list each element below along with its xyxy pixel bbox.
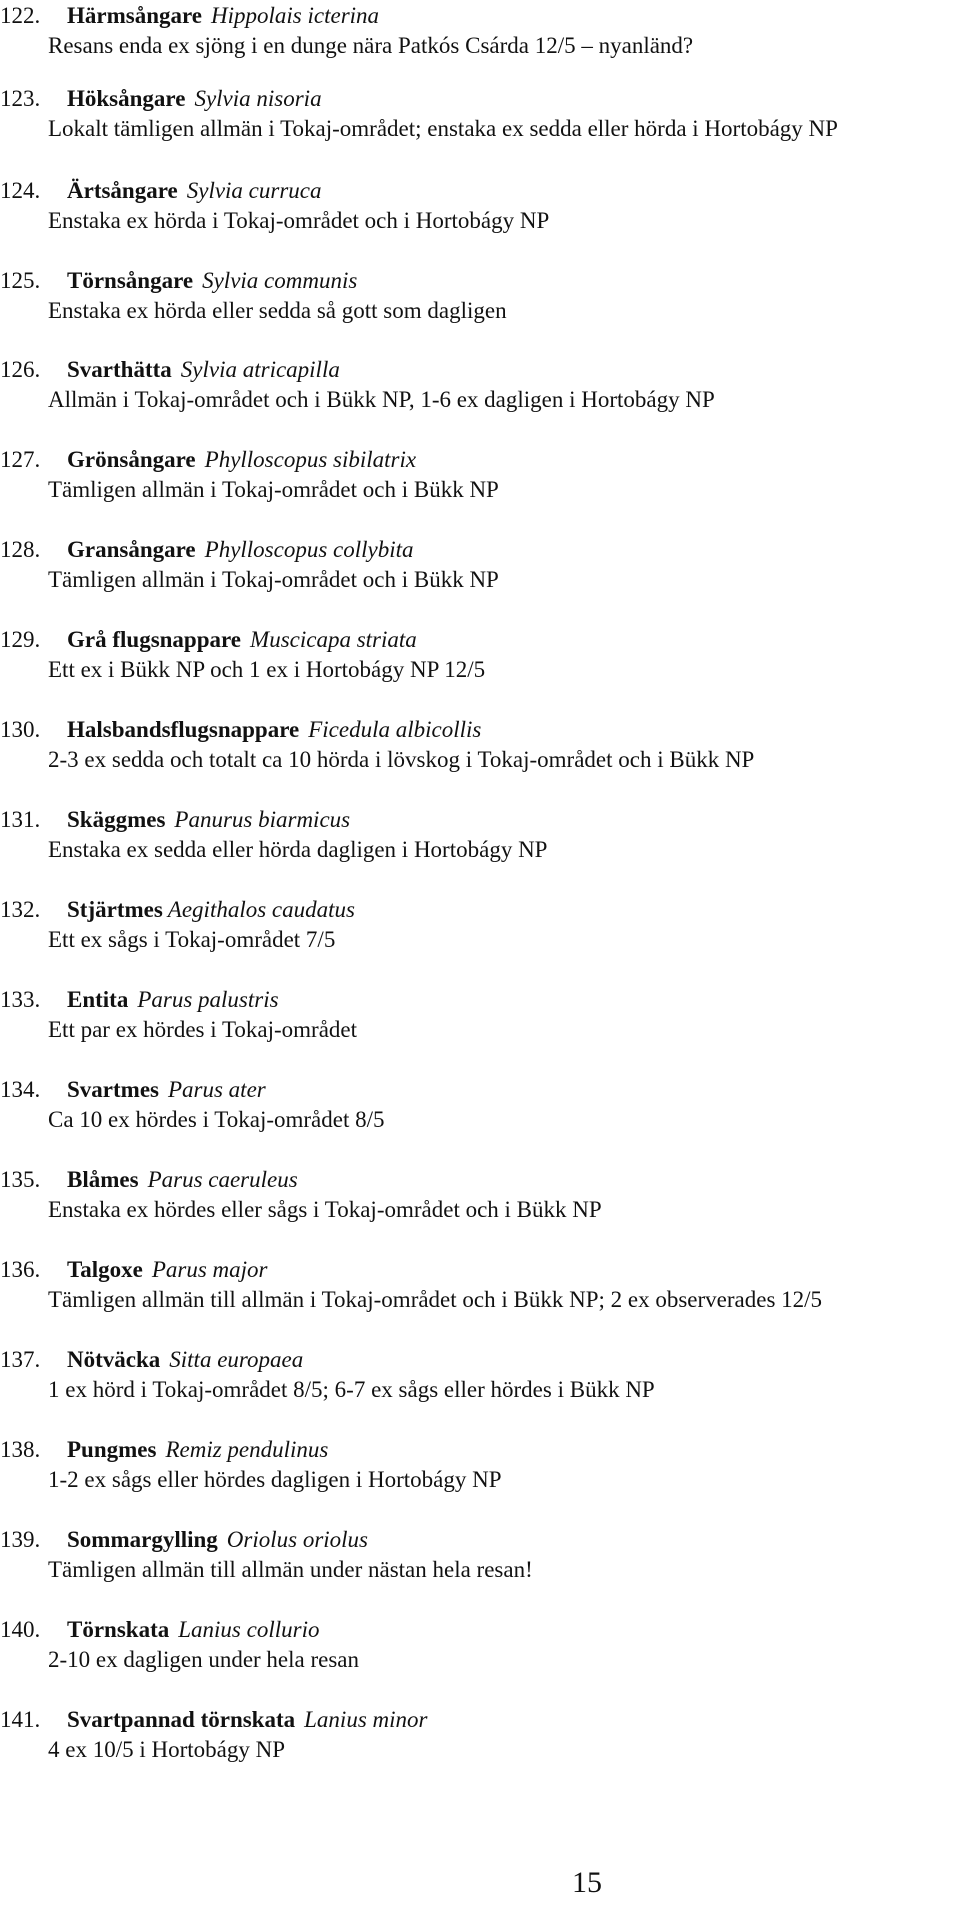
scientific-name: Phylloscopus sibilatrix — [204, 447, 417, 472]
species-name: Pungmes — [67, 1437, 157, 1462]
species-number: 124. — [0, 178, 41, 203]
species-number: 126. — [0, 357, 41, 382]
species-name: Grönsångare — [67, 447, 196, 472]
scientific-name: Oriolus oriolus — [226, 1527, 369, 1552]
species-number: 136. — [0, 1257, 41, 1282]
species-heading — [0, 356, 340, 384]
species-heading — [0, 626, 417, 654]
species-description: Allmän i Tokaj-området och i Bükk NP, 1-6 ex dagligen i Hortobágy NP — [48, 387, 715, 412]
species-number: 132. — [0, 897, 41, 922]
species-number: 130. — [0, 717, 41, 742]
species-name: Svartmes — [67, 1077, 159, 1102]
scientific-name: Ficedula albicollis — [308, 717, 482, 742]
species-description: Tämligen allmän till allmän under nästan hela resan! — [48, 1557, 533, 1582]
species-name: Törnsångare — [67, 268, 194, 293]
species-name: Entita — [67, 987, 129, 1012]
scientific-name: Parus ater — [167, 1077, 266, 1102]
scientific-name: Sylvia curruca — [186, 178, 322, 203]
scientific-name: Sitta europaea — [169, 1347, 304, 1372]
species-description: Enstaka ex hörda i Tokaj-området och i Hortobágy NP — [48, 208, 550, 233]
scientific-name: Muscicapa striata — [250, 627, 417, 652]
species-description: Enstaka ex hördes eller sågs i Tokaj-området och i Bükk NP — [48, 1197, 602, 1222]
species-heading — [0, 1436, 328, 1464]
species-description: Tämligen allmän i Tokaj-området och i Bükk NP — [48, 477, 499, 502]
species-number: 134. — [0, 1077, 41, 1102]
species-name: Höksångare — [67, 86, 186, 111]
scientific-name: Sylvia atricapilla — [180, 357, 340, 382]
species-name: Grå flugsnappare — [67, 627, 242, 652]
species-name: Gransångare — [67, 537, 196, 562]
species-description: Ett par ex hördes i Tokaj-området — [48, 1017, 358, 1042]
species-heading — [0, 1706, 427, 1734]
scientific-name: Parus major — [151, 1257, 268, 1282]
species-heading — [0, 536, 414, 564]
species-heading — [0, 716, 481, 744]
species-number: 123. — [0, 86, 41, 111]
species-number: 122. — [0, 3, 41, 28]
species-name: Svartpannad törnskata — [67, 1707, 296, 1732]
species-heading — [0, 1526, 368, 1554]
species-name: Blåmes — [67, 1167, 139, 1192]
scientific-name: Parus caeruleus — [147, 1167, 298, 1192]
species-name: Halsbandsflugsnappare — [67, 717, 300, 742]
species-heading — [0, 2, 379, 30]
species-description: Ca 10 ex hördes i Tokaj-området 8/5 — [48, 1107, 385, 1132]
species-number: 139. — [0, 1527, 41, 1552]
species-number: 131. — [0, 807, 41, 832]
species-number: 135. — [0, 1167, 41, 1192]
species-heading — [0, 267, 357, 295]
scientific-name: Hippolais icterina — [211, 3, 380, 28]
species-description: Lokalt tämligen allmän i Tokaj-området; enstaka ex sedda eller hörda i Hortobágy NP — [48, 116, 838, 141]
species-number: 140. — [0, 1617, 41, 1642]
species-description: 1-2 ex sågs eller hördes dagligen i Hortobágy NP — [48, 1467, 502, 1492]
scientific-name: Lanius minor — [304, 1707, 428, 1732]
species-name: Härmsångare — [67, 3, 203, 28]
species-name: Skäggmes — [67, 807, 166, 832]
species-description: Tämligen allmän i Tokaj-området och i Bükk NP — [48, 567, 499, 592]
species-name: Stjärtmes — [67, 897, 163, 922]
scientific-name: Parus palustris — [137, 987, 279, 1012]
species-heading — [0, 85, 322, 113]
species-name: Törnskata — [67, 1617, 170, 1642]
species-heading — [0, 806, 350, 834]
species-number: 133. — [0, 987, 41, 1012]
scientific-name: Panurus biarmicus — [174, 807, 351, 832]
species-number: 138. — [0, 1437, 41, 1462]
scientific-name: Sylvia communis — [202, 268, 358, 293]
species-description: Enstaka ex sedda eller hörda dagligen i Hortobágy NP — [48, 837, 548, 862]
species-number: 127. — [0, 447, 41, 472]
species-number: 141. — [0, 1707, 41, 1732]
species-description: Tämligen allmän till allmän i Tokaj-området och i Bükk NP; 2 ex observerades 12/5 — [48, 1287, 823, 1312]
species-description: 2-10 ex dagligen under hela resan — [48, 1647, 360, 1672]
species-description: 2-3 ex sedda och totalt ca 10 hörda i lövskog i Tokaj-området och i Bükk NP — [48, 747, 755, 772]
species-number: 125. — [0, 268, 41, 293]
page-number: 15 — [572, 1866, 602, 1899]
species-number: 129. — [0, 627, 41, 652]
species-heading — [0, 896, 355, 924]
species-name: Svarthätta — [67, 357, 172, 382]
species-heading — [0, 986, 279, 1014]
species-heading — [0, 1076, 266, 1104]
species-name: Talgoxe — [67, 1257, 143, 1282]
scientific-name: Aegithalos caudatus — [167, 897, 355, 922]
species-description: Ett ex i Bükk NP och 1 ex i Hortobágy NP 12/5 — [48, 657, 486, 682]
species-number: 128. — [0, 537, 41, 562]
scientific-name: Sylvia nisoria — [194, 86, 322, 111]
species-heading — [0, 1256, 267, 1284]
species-description: Enstaka ex hörda eller sedda så gott som dagligen — [48, 298, 507, 323]
species-description: Resans enda ex sjöng i en dunge nära Patkós Csárda 12/5 – nyanländ? — [48, 33, 694, 58]
species-heading — [0, 1616, 319, 1644]
species-description: 1 ex hörd i Tokaj-området 8/5; 6-7 ex sågs eller hördes i Bükk NP — [48, 1377, 655, 1402]
species-name: Ärtsångare — [67, 178, 178, 203]
species-name: Nötväcka — [67, 1347, 161, 1372]
species-description: 4 ex 10/5 i Hortobágy NP — [48, 1737, 286, 1762]
species-heading — [0, 446, 416, 474]
species-heading — [0, 177, 322, 205]
species-description: Ett ex sågs i Tokaj-området 7/5 — [48, 927, 336, 952]
scientific-name: Phylloscopus collybita — [204, 537, 414, 562]
scientific-name: Remiz pendulinus — [165, 1437, 329, 1462]
species-heading — [0, 1346, 303, 1374]
species-heading — [0, 1166, 298, 1194]
species-name: Sommargylling — [67, 1527, 218, 1552]
species-number: 137. — [0, 1347, 41, 1372]
scientific-name: Lanius collurio — [178, 1617, 320, 1642]
